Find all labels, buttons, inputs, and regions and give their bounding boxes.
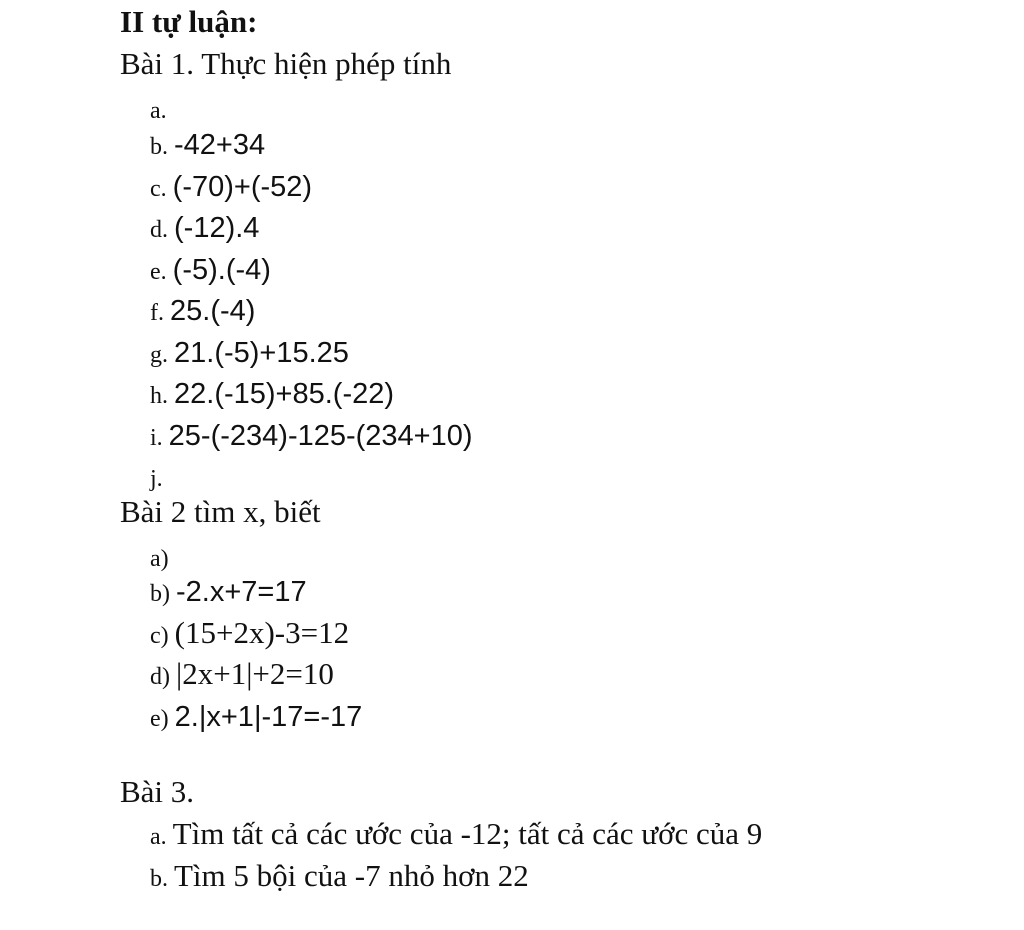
- item-marker: f.: [150, 300, 164, 326]
- bai1-item-h: [150, 377, 394, 409]
- item-marker: b): [150, 581, 170, 607]
- item-expression: -42+34: [174, 129, 266, 161]
- item-expression: 22.(-15)+85.(-22): [174, 378, 395, 410]
- bai1-item-j: [150, 460, 169, 492]
- item-marker: b.: [150, 866, 168, 892]
- section-title: II tự luận:: [120, 4, 258, 39]
- item-marker: j.: [150, 466, 163, 492]
- item-expression: 25-(-234)-125-(234+10): [168, 420, 473, 452]
- item-expression: 25.(-4): [170, 295, 256, 327]
- bai3-title: Bài 3.: [120, 774, 195, 809]
- item-marker: d): [150, 664, 170, 690]
- bai1-title: Bài 1. Thực hiện phép tính: [120, 46, 452, 81]
- bai2-item-d: [150, 658, 334, 689]
- bai3-item-b: [150, 860, 529, 891]
- bai1-item-d: [150, 211, 259, 243]
- item-expression: |2x+1|+2=10: [176, 656, 334, 691]
- bai2-item-b: [150, 575, 307, 607]
- item-marker: d.: [150, 217, 168, 243]
- item-marker: e): [150, 706, 169, 732]
- item-expression: (-70)+(-52): [172, 171, 313, 203]
- item-marker: c.: [150, 176, 167, 202]
- item-marker: i.: [150, 425, 163, 451]
- bai1-item-e: [150, 253, 271, 285]
- item-expression: (15+2x)-3=12: [174, 615, 350, 650]
- item-marker: a.: [150, 824, 167, 850]
- item-marker: g.: [150, 342, 168, 368]
- item-expression: 2.|x+1|-17=-17: [174, 701, 363, 733]
- bai1-item-a: [150, 92, 173, 124]
- bai1-item-f: [150, 294, 255, 326]
- bai1-item-g: [150, 336, 349, 368]
- bai1-item-i: [150, 419, 473, 451]
- item-expression: 21.(-5)+15.25: [174, 337, 349, 369]
- bai2-item-a: [150, 540, 175, 572]
- item-expression: (-5).(-4): [172, 254, 271, 286]
- bai2-item-c: [150, 617, 349, 648]
- bai1-item-b: [150, 128, 265, 160]
- item-marker: e.: [150, 259, 167, 285]
- item-marker: b.: [150, 134, 168, 160]
- item-marker: h.: [150, 383, 168, 409]
- bai1-item-c: [150, 170, 312, 202]
- bai2-item-e: [150, 700, 362, 732]
- item-expression: (-12).4: [174, 212, 260, 244]
- item-expression: -2.x+7=17: [176, 576, 307, 608]
- bai3-item-a: [150, 818, 762, 849]
- bai2-title: Bài 2 tìm x, biết: [120, 494, 321, 529]
- item-text: Tìm 5 bội của -7 nhỏ hơn 22: [174, 858, 529, 893]
- item-text: Tìm tất cả các ước của -12; tất cả các ước của 9: [172, 816, 763, 851]
- item-marker: a): [150, 546, 169, 572]
- item-marker: a.: [150, 98, 167, 124]
- item-marker: c): [150, 623, 169, 649]
